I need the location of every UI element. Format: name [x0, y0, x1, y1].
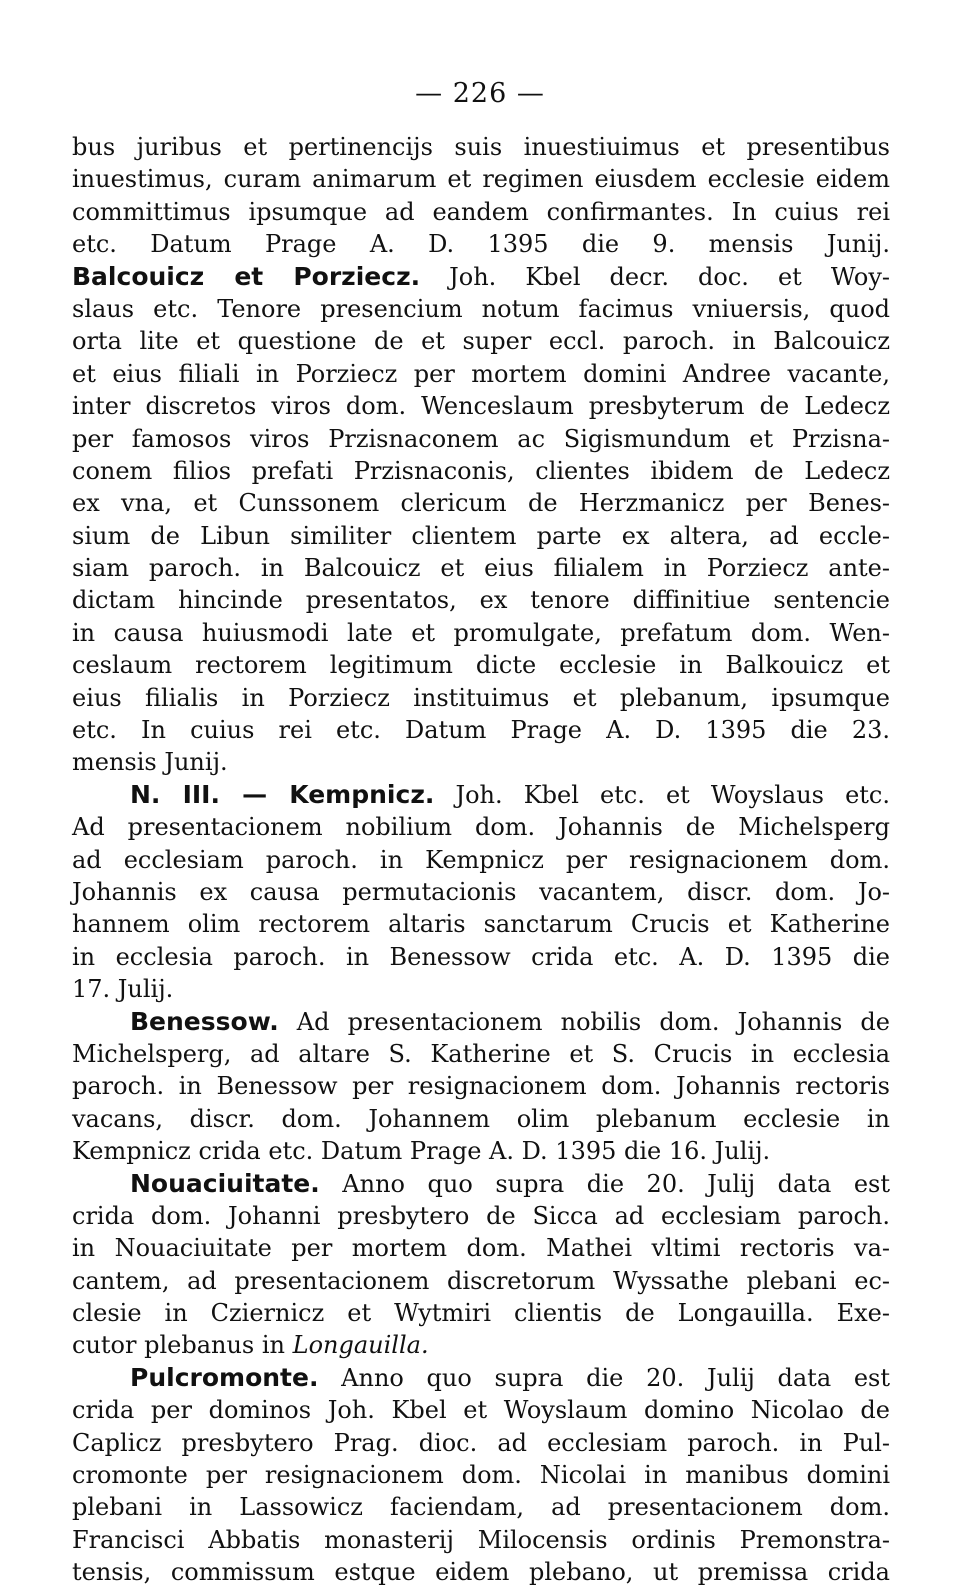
line-text: in ecclesia paroch. in Benessow crida etc. A. D. 1395 die	[72, 942, 890, 971]
text-line	[72, 1200, 890, 1232]
line-text: cromonte per resignacionem dom. Nicolai in manibus domini	[72, 1461, 890, 1490]
text-line	[72, 358, 890, 390]
text-line	[72, 1524, 890, 1556]
line-text: conem filios prefati Przisnaconis, clientes ibidem de Ledecz	[72, 456, 890, 485]
line-text: Caplicz presbytero Prag. dioc. ad ecclesiam paroch. in Pul-	[72, 1428, 890, 1457]
text-line	[72, 390, 890, 422]
line-text: etc. In cuius rei etc. Datum Prage A. D. 1395 die 23.	[72, 716, 890, 745]
text-line	[72, 1168, 890, 1200]
section-heading: Benessow.	[130, 1006, 279, 1036]
text-line	[72, 455, 890, 487]
line-text: in Nouaciuitate per mortem dom. Mathei vltimi rectoris va-	[72, 1234, 890, 1263]
line-text: dictam hincinde presentatos, ex tenore diffinitiue sentencie	[72, 586, 890, 615]
text-line	[72, 1232, 890, 1264]
italic-text: Longauilla.	[292, 1331, 429, 1360]
text-line	[72, 163, 890, 195]
text-line	[72, 973, 890, 1005]
text-line	[72, 131, 890, 163]
text-line	[72, 1070, 890, 1102]
line-text: etc. Datum Prage A. D. 1395 die 9. mensis Junij.	[72, 230, 890, 259]
text-line	[72, 746, 890, 778]
text-line	[72, 1329, 890, 1361]
line-text: per famosos viros Przisnaconem ac Sigismundum et Przisna-	[72, 424, 890, 453]
line-text: Anno quo supra die 20. Julij data est	[319, 1169, 890, 1198]
line-text: ad ecclesiam paroch. in Kempnicz per resignacionem dom.	[72, 845, 890, 874]
text-line	[72, 293, 890, 325]
text-line	[72, 1038, 890, 1070]
page-number: — 226 —	[415, 78, 545, 109]
text-line	[72, 487, 890, 519]
line-text: ceslaum rectorem legitimum dicte ecclesie in Balkouicz et	[72, 651, 890, 680]
text-line	[72, 714, 890, 746]
line-text: cutor plebanus in	[72, 1331, 293, 1360]
text-line	[72, 908, 890, 940]
text-line	[72, 1297, 890, 1329]
section-heading: N. III. — Kempnicz.	[130, 779, 435, 809]
text-line	[72, 1362, 890, 1394]
line-text: ex vna, et Cunssonem clericum de Herzmanicz per Benes-	[72, 489, 890, 518]
line-text: hannem olim rectorem altaris sanctarum Crucis et Katherine	[72, 910, 890, 939]
line-text: committimus ipsumque ad eandem confirmantes. In cuius rei	[72, 197, 890, 226]
section-heading: Balcouicz et Porziecz.	[72, 261, 421, 291]
text-line	[72, 261, 890, 293]
text-line	[72, 649, 890, 681]
text-line	[72, 941, 890, 973]
line-text: tensis, commissum estque eidem plebano, ut premissa crida	[72, 1558, 890, 1587]
section-heading: Nouaciuitate.	[130, 1168, 320, 1198]
text-line	[72, 1427, 890, 1459]
line-text: bus juribus et pertinencijs suis inuestiuimus et presentibus	[72, 133, 890, 161]
text-line	[72, 1556, 890, 1588]
line-text: et eius filiali in Porziecz per mortem domini Andree vacante,	[72, 359, 890, 388]
body-text	[72, 131, 890, 1589]
line-text: crida per dominos Joh. Kbel et Woyslaum domino Nicolao de	[72, 1396, 890, 1425]
line-text: plebani in Lassowicz faciendam, ad presentacionem dom.	[72, 1493, 890, 1522]
line-text: Johannis ex causa permutacionis vacantem, discr. dom. Jo-	[72, 877, 890, 906]
text-line	[72, 552, 890, 584]
text-line	[72, 876, 890, 908]
text-line	[72, 1394, 890, 1426]
line-text: orta lite et questione de et super eccl. paroch. in Balcouicz	[72, 327, 890, 356]
line-text: mensis Junij.	[72, 748, 228, 777]
text-line	[72, 1135, 890, 1167]
text-line	[72, 1006, 890, 1038]
text-line	[72, 520, 890, 552]
text-line	[72, 844, 890, 876]
line-text: Michelsperg, ad altare S. Katherine et S. Crucis in ecclesia	[72, 1039, 890, 1068]
line-text: siam paroch. in Balcouicz et eius filialem in Porziecz ante-	[72, 554, 890, 583]
line-text: Anno quo supra die 20. Julij data est	[318, 1363, 890, 1392]
line-text: inuestimus, curam animarum et regimen eiusdem ecclesie eidem	[72, 165, 890, 194]
text-line	[72, 682, 890, 714]
text-line	[72, 779, 890, 811]
text-line	[72, 1103, 890, 1135]
line-text: Francisci Abbatis monasterij Milocensis ordinis Premonstra-	[72, 1525, 890, 1554]
line-text: paroch. in Benessow per resignacionem dom. Johannis rectoris	[72, 1072, 890, 1101]
line-text: slaus etc. Tenore presencium notum facimus vniuersis, quod	[72, 294, 890, 323]
line-text: vacans, discr. dom. Johannem olim plebanum ecclesie in	[72, 1104, 890, 1133]
line-text: Kempnicz crida etc. Datum Prage A. D. 1395 die 16. Julij.	[72, 1137, 771, 1166]
text-line	[72, 423, 890, 455]
line-text: clesie in Cziernicz et Wytmiri clientis de Longauilla. Exe-	[72, 1299, 890, 1328]
text-line	[72, 1491, 890, 1523]
line-text: Joh. Kbel etc. et Woyslaus etc.	[434, 780, 890, 809]
text-line	[72, 196, 890, 228]
line-text: eius filialis in Porziecz instituimus et plebanum, ipsumque	[72, 683, 890, 712]
text-line	[72, 228, 890, 260]
line-text: cantem, ad presentacionem discretorum Wyssathe plebani ec-	[72, 1266, 890, 1295]
line-text: Joh. Kbel decr. doc. et Woy-	[420, 262, 890, 291]
text-line	[72, 617, 890, 649]
text-line	[72, 584, 890, 616]
text-line	[72, 325, 890, 357]
line-text: Ad presentacionem nobilium dom. Johannis de Michelsperg	[72, 813, 890, 842]
line-text: sium de Libun similiter clientem parte ex altera, ad eccle-	[72, 521, 890, 550]
text-line	[72, 811, 890, 843]
line-text: 17. Julij.	[72, 975, 174, 1004]
text-line	[72, 1265, 890, 1297]
line-text: in causa huiusmodi late et promulgate, prefatum dom. Wen-	[72, 618, 890, 647]
line-text: crida dom. Johanni presbytero de Sicca ad ecclesiam paroch.	[72, 1201, 890, 1230]
line-text: Ad presentacionem nobilis dom. Johannis de	[278, 1007, 890, 1036]
line-text: inter discretos viros dom. Wenceslaum presbyterum de Ledecz	[72, 392, 890, 421]
text-line	[72, 1459, 890, 1491]
section-heading: Pulcromonte.	[130, 1362, 319, 1392]
